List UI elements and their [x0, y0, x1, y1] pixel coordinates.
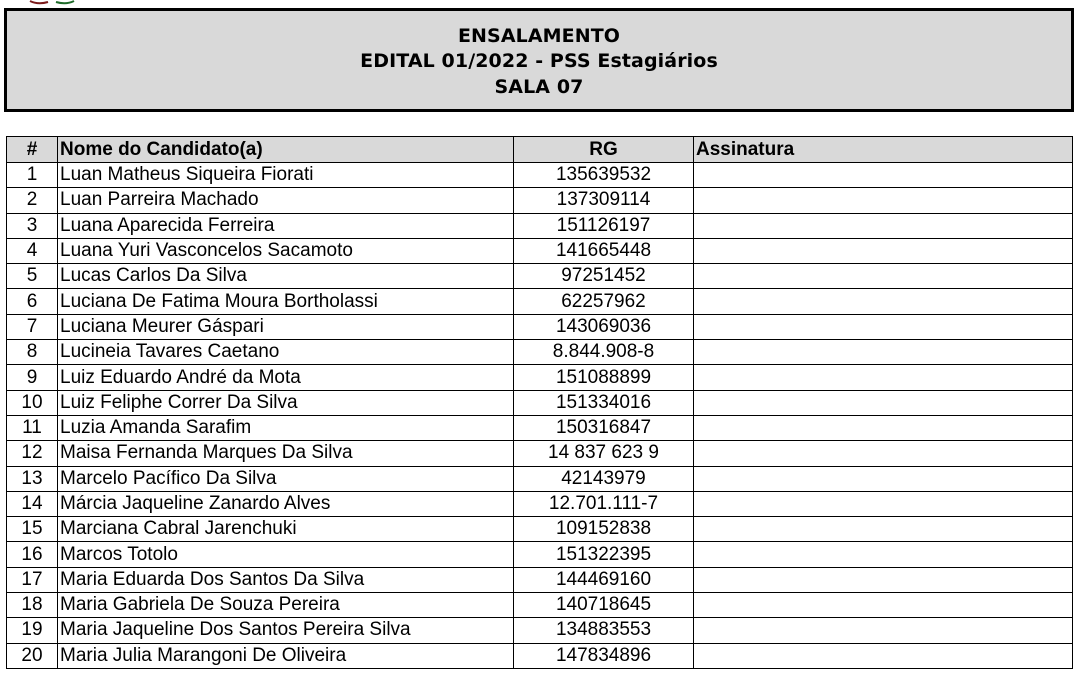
candidate-name: Marciana Cabral Jarenchuki	[58, 517, 514, 542]
header-box	[4, 8, 1074, 112]
candidate-rg: 147834896	[514, 643, 694, 668]
table-header-row	[7, 137, 1073, 163]
signature-cell[interactable]	[694, 188, 1073, 213]
signature-cell[interactable]	[694, 517, 1073, 542]
row-number: 4	[7, 238, 58, 263]
candidate-rg: 135639532	[514, 163, 694, 188]
row-number: 6	[7, 289, 58, 314]
candidate-name: Luiz Eduardo André da Mota	[58, 365, 514, 390]
candidate-name: Márcia Jaqueline Zanardo Alves	[58, 491, 514, 516]
candidate-table	[6, 136, 1073, 669]
candidate-rg: 97251452	[514, 264, 694, 289]
table-row	[7, 213, 1073, 238]
table-row	[7, 340, 1073, 365]
candidate-rg: 140718645	[514, 593, 694, 618]
row-number: 7	[7, 314, 58, 339]
row-number: 12	[7, 441, 58, 466]
row-number: 14	[7, 491, 58, 516]
candidate-name: Luzia Amanda Sarafim	[58, 415, 514, 440]
row-number: 5	[7, 264, 58, 289]
candidate-name: Maria Eduarda Dos Santos Da Silva	[58, 567, 514, 592]
table-row	[7, 238, 1073, 263]
table-row	[7, 618, 1073, 643]
table-body	[7, 163, 1073, 669]
table-row	[7, 643, 1073, 668]
table-row	[7, 542, 1073, 567]
candidate-name: Maisa Fernanda Marques Da Silva	[58, 441, 514, 466]
candidate-rg: 109152838	[514, 517, 694, 542]
signature-cell[interactable]	[694, 618, 1073, 643]
table-row	[7, 390, 1073, 415]
row-number: 11	[7, 415, 58, 440]
candidate-name: Luan Matheus Siqueira Fiorati	[58, 163, 514, 188]
row-number: 15	[7, 517, 58, 542]
table-row	[7, 264, 1073, 289]
candidate-name: Lucas Carlos Da Silva	[58, 264, 514, 289]
candidate-rg: 151322395	[514, 542, 694, 567]
candidate-name: Luiz Feliphe Correr Da Silva	[58, 390, 514, 415]
candidate-rg: 137309114	[514, 188, 694, 213]
signature-cell[interactable]	[694, 491, 1073, 516]
table-row	[7, 314, 1073, 339]
candidate-rg: 151334016	[514, 390, 694, 415]
signature-cell[interactable]	[694, 567, 1073, 592]
row-number: 2	[7, 188, 58, 213]
table-row	[7, 593, 1073, 618]
row-number: 1	[7, 163, 58, 188]
candidate-rg: 8.844.908-8	[514, 340, 694, 365]
signature-cell[interactable]	[694, 390, 1073, 415]
signature-cell[interactable]	[694, 264, 1073, 289]
signature-cell[interactable]	[694, 415, 1073, 440]
row-number: 20	[7, 643, 58, 668]
table-row	[7, 163, 1073, 188]
candidate-rg: 62257962	[514, 289, 694, 314]
candidate-rg: 151088899	[514, 365, 694, 390]
column-header-signature: Assinatura	[694, 137, 1073, 163]
row-number: 3	[7, 213, 58, 238]
table-row	[7, 441, 1073, 466]
candidate-name: Marcelo Pacífico Da Silva	[58, 466, 514, 491]
logo-fragment	[28, 0, 76, 5]
candidate-name: Maria Jaqueline Dos Santos Pereira Silva	[58, 618, 514, 643]
signature-cell[interactable]	[694, 213, 1073, 238]
signature-cell[interactable]	[694, 365, 1073, 390]
table-row	[7, 365, 1073, 390]
signature-cell[interactable]	[694, 340, 1073, 365]
table-row	[7, 188, 1073, 213]
row-number: 8	[7, 340, 58, 365]
signature-cell[interactable]	[694, 289, 1073, 314]
candidate-rg: 14 837 623 9	[514, 441, 694, 466]
candidate-name: Marcos Totolo	[58, 542, 514, 567]
candidate-name: Luana Aparecida Ferreira	[58, 213, 514, 238]
candidate-name: Luciana De Fatima Moura Bortholassi	[58, 289, 514, 314]
table-row	[7, 466, 1073, 491]
table-row	[7, 567, 1073, 592]
row-number: 16	[7, 542, 58, 567]
signature-cell[interactable]	[694, 314, 1073, 339]
row-number: 13	[7, 466, 58, 491]
signature-cell[interactable]	[694, 593, 1073, 618]
candidate-name: Luan Parreira Machado	[58, 188, 514, 213]
candidate-rg: 143069036	[514, 314, 694, 339]
column-header-number: #	[7, 137, 58, 163]
table-row	[7, 517, 1073, 542]
candidate-name: Maria Gabriela De Souza Pereira	[58, 593, 514, 618]
edital-subtitle: EDITAL 01/2022 - PSS Estagiários	[360, 50, 718, 73]
signature-cell[interactable]	[694, 542, 1073, 567]
candidate-rg: 42143979	[514, 466, 694, 491]
row-number: 18	[7, 593, 58, 618]
candidate-rg: 12.701.111-7	[514, 491, 694, 516]
candidate-rg: 134883553	[514, 618, 694, 643]
column-header-rg: RG	[514, 137, 694, 163]
candidate-name: Luana Yuri Vasconcelos Sacamoto	[58, 238, 514, 263]
signature-cell[interactable]	[694, 441, 1073, 466]
candidate-name: Luciana Meurer Gáspari	[58, 314, 514, 339]
signature-cell[interactable]	[694, 466, 1073, 491]
table-row	[7, 491, 1073, 516]
candidate-rg: 144469160	[514, 567, 694, 592]
row-number: 9	[7, 365, 58, 390]
row-number: 10	[7, 390, 58, 415]
candidate-name: Maria Julia Marangoni De Oliveira	[58, 643, 514, 668]
row-number: 17	[7, 567, 58, 592]
table-row	[7, 415, 1073, 440]
room-label: SALA 07	[494, 75, 584, 98]
page-title: ENSALAMENTO	[457, 24, 621, 47]
candidate-rg: 151126197	[514, 213, 694, 238]
row-number: 19	[7, 618, 58, 643]
signature-cell[interactable]	[694, 163, 1073, 188]
candidate-name: Lucineia Tavares Caetano	[58, 340, 514, 365]
column-header-name: Nome do Candidato(a)	[58, 137, 514, 163]
candidate-rg: 150316847	[514, 415, 694, 440]
signature-cell[interactable]	[694, 643, 1073, 668]
table-row	[7, 289, 1073, 314]
candidate-rg: 141665448	[514, 238, 694, 263]
signature-cell[interactable]	[694, 238, 1073, 263]
